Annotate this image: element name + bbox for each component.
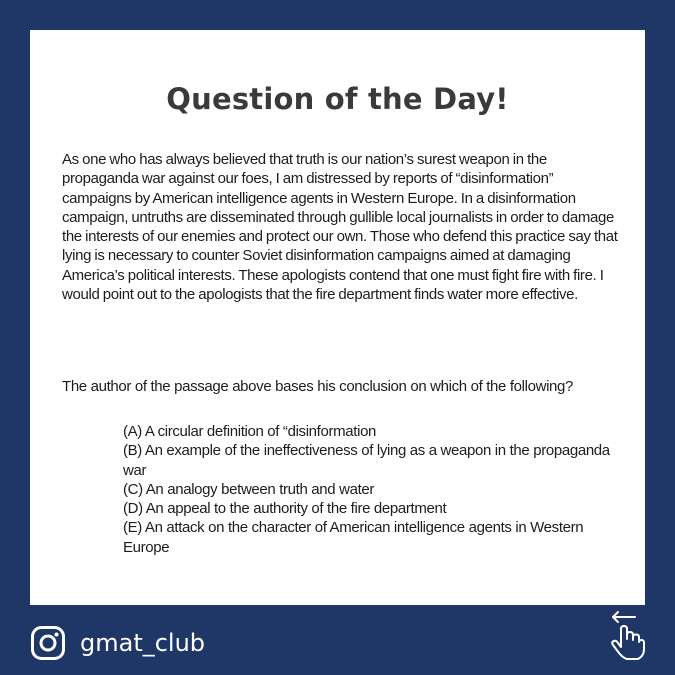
- option-e[interactable]: (E) An attack on the character of American intelligence agents in Western Europe: [123, 519, 584, 556]
- option-c[interactable]: (C) An analogy between truth and water: [123, 480, 375, 498]
- question-card: [30, 30, 645, 605]
- option-a[interactable]: (A) A circular definition of “disinformation: [123, 423, 377, 440]
- swipe-hand-icon[interactable]: [605, 609, 645, 661]
- page-title: Question of the Day!: [166, 82, 509, 116]
- instagram-icon: [30, 625, 66, 661]
- option-b[interactable]: (B) An example of the ineffectiveness of lying as a weapon in the propaganda war: [123, 442, 610, 479]
- question-stem: The author of the passage above bases his conclusion on which of the following?: [62, 378, 574, 395]
- passage-text: As one who has always believed that truth is our nation’s surest weapon in the propaganda war against our foes, I am distressed by reports of “disinformation” campaigns by American intelligence agents in Western Europe. In a disinformation campaign, untruths are disseminated through gullible local journalists in order to damage the interests of our enemies and protect our own. Those who defend this practice say that lying is necessary to counter Soviet disinformation campaigns aimed at damaging America’s political interests. These apologists contend that one must fight fire with fire. I would point out to the apologists that the fire department finds water more effective.: [62, 151, 618, 304]
- instagram-handle[interactable]: gmat_club: [80, 629, 206, 657]
- option-d[interactable]: (D) An appeal to the authority of the fire department: [123, 500, 447, 518]
- footer-social[interactable]: [30, 623, 205, 663]
- answer-options: [123, 422, 613, 557]
